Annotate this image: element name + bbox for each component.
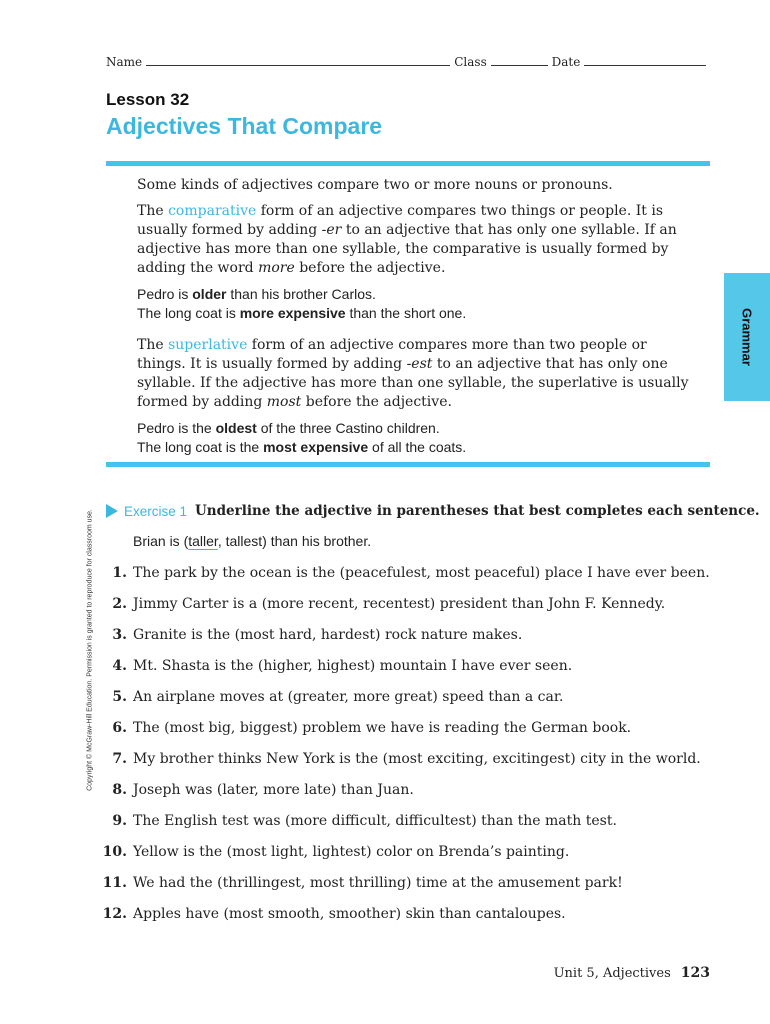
exercise-item[interactable]: 10. Yellow is the (most light, lightest) color on Brenda’s painting. [102, 844, 570, 860]
superlative-word: most [266, 394, 302, 410]
comparative-example-1: Pedro is older than his brother Carlos. [137, 286, 376, 302]
exercise-item[interactable]: 3. Granite is the (most hard, hardest) rock nature makes. [112, 627, 523, 643]
comparative-suffix: -er [321, 222, 342, 238]
superlative-example-2: The long coat is the most expensive of all the coats. [137, 439, 467, 455]
class-blank[interactable] [491, 54, 548, 66]
exercise-item[interactable]: 7. My brother thinks New York is the (most exciting, excitingest) city in the world. [112, 751, 701, 767]
side-tab-label: Grammar [739, 308, 755, 366]
superlative-paragraph [137, 336, 697, 412]
name-class-date-header [106, 54, 710, 70]
grammar-side-tab [724, 273, 770, 401]
superlative-example-1: Pedro is the oldest of the three Castino children. [137, 420, 440, 436]
name-blank[interactable] [146, 54, 450, 66]
exercise-item[interactable]: 2. Jimmy Carter is a (more recent, recentest) president than John F. Kennedy. [112, 596, 666, 612]
date-label: Date [551, 55, 581, 69]
superlative-text1: form of an adjective compares more than two people or things. It is usually formed by adding [137, 337, 647, 372]
lesson-number: Lesson 32 [106, 90, 190, 109]
comparative-word: more [258, 260, 295, 276]
exercise-item[interactable]: 9. The English test was (more difficult, difficultest) than the math test. [112, 813, 617, 829]
exercise-item[interactable]: 6. The (most big, biggest) problem we have is reading the German book. [112, 720, 632, 736]
superlative-term: superlative [168, 337, 248, 353]
comparative-text1: form of an adjective compares two things or people. It is usually formed by adding [137, 203, 664, 238]
comparative-text3: before the adjective. [294, 260, 446, 276]
name-label: Name [106, 55, 143, 69]
exercise-label: Exercise 1 [124, 503, 188, 519]
superlative-suffix: -est [406, 356, 433, 372]
top-divider [106, 161, 710, 166]
copyright-notice: Copyright © McGraw-Hill Education. Permission is granted to reproduce for classroom use. [86, 509, 94, 791]
page-number: 123 [680, 965, 710, 981]
date-blank[interactable] [584, 54, 706, 66]
exercise-example: Brian is (taller, tallest) than his brother. [133, 533, 372, 549]
exercise-heading [106, 503, 760, 519]
comparative-pre: The [137, 203, 169, 219]
page-title: Adjectives That Compare [106, 113, 383, 139]
unit-label: Unit 5, Adjectives [553, 966, 671, 981]
superlative-pre: The [137, 337, 169, 353]
exercise-item[interactable]: 4. Mt. Shasta is the (higher, highest) mountain I have ever seen. [112, 658, 573, 674]
exercise-instruction: Underline the adjective in parentheses that best completes each sentence. [195, 503, 760, 519]
class-label: Class [454, 55, 487, 69]
play-arrow-icon [106, 504, 118, 518]
comparative-paragraph [137, 202, 697, 278]
exercise-item[interactable]: 12. Apples have (most smooth, smoother) skin than cantaloupes. [102, 906, 566, 922]
exercise-item[interactable]: 11. We had the (thrillingest, most thrilling) time at the amusement park! [102, 875, 623, 891]
bottom-divider [106, 462, 710, 467]
example-answer: taller [188, 533, 218, 549]
page-footer [554, 965, 710, 981]
comparative-example-2: The long coat is more expensive than the short one. [137, 305, 467, 321]
exercise-item[interactable]: 1. The park by the ocean is the (peacefulest, most peaceful) place I have ever been. [112, 565, 710, 581]
exercise-item[interactable]: 5. An airplane moves at (greater, more great) speed than a car. [112, 689, 564, 705]
exercise-item[interactable]: 8. Joseph was (later, more late) than Juan. [112, 782, 414, 798]
comparative-text2: to an adjective that has only one syllable. If an adjective has more than one syllable, the comparative is usually formed by adding the word [137, 222, 677, 276]
intro-text: Some kinds of adjectives compare two or more nouns or pronouns. [137, 177, 613, 193]
comparative-term: comparative [168, 203, 257, 219]
superlative-text2: to an adjective that has only one syllable. If the adjective has more than one syllable, the superlative is usually formed by adding [137, 356, 689, 410]
superlative-text3: before the adjective. [301, 394, 452, 410]
